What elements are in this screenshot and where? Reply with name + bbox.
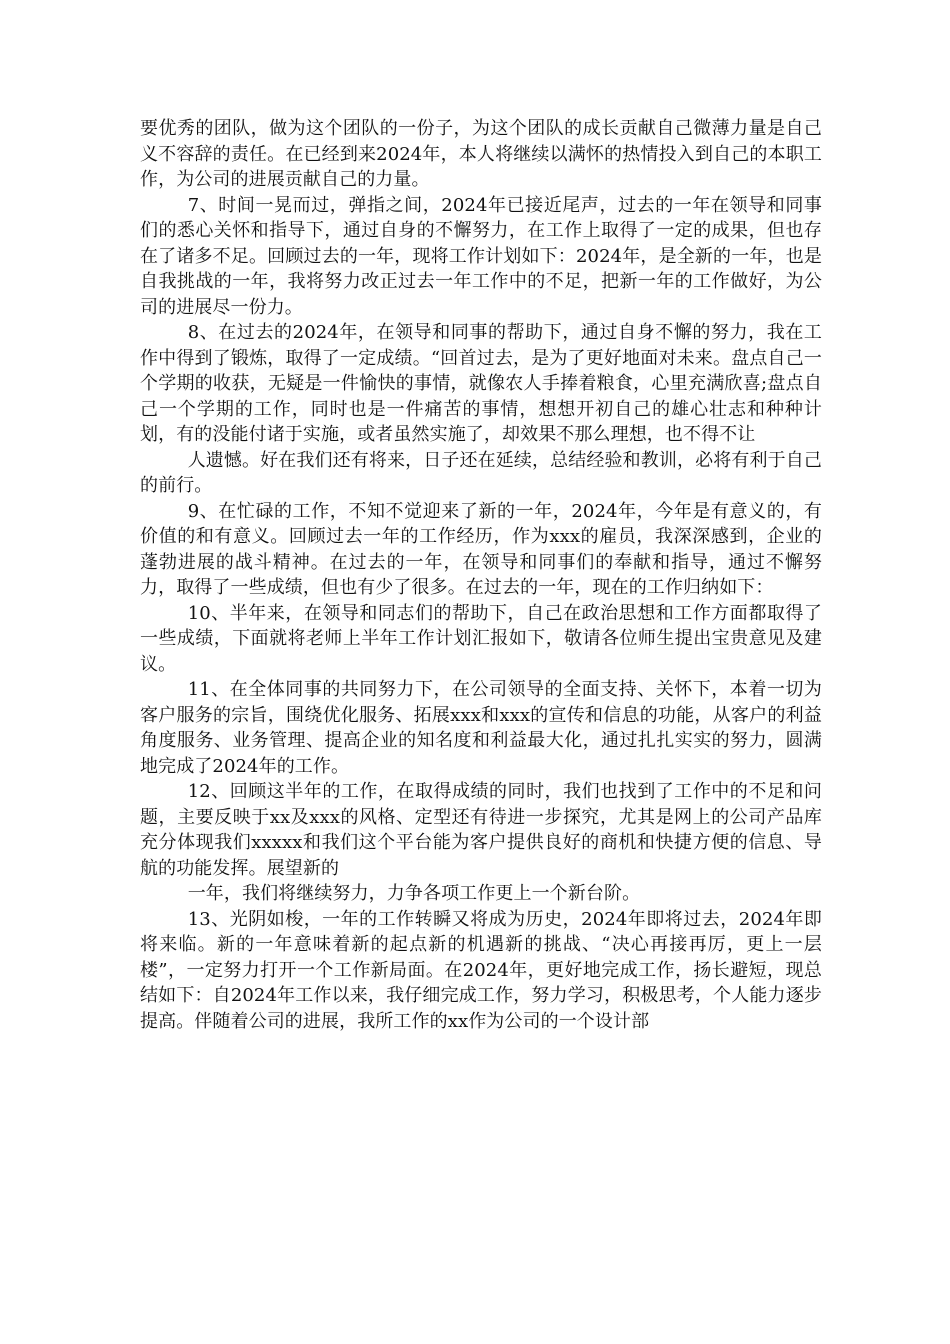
paragraph: 9、在忙碌的工作，不知不觉迎来了新的一年，2024年，今年是有意义的，有价值的和有意义。回顾过去一年的工作经历，作为xxx的雇员，我深深感到，企业的蓬勃进展的战斗精神。在过去的一年，在领导和同事们的奉献和指导，通过不懈努力，取得了一些成绩，但也有少了很多。在过去的一年，现在的工作归纳如下： (140, 500, 822, 598)
paragraph: 13、光阴如梭，一年的工作转瞬又将成为历史，2024年即将过去，2024年即将来临。新的一年意味着新的起点新的机遇新的挑战、“决心再接再厉，更上一层楼”，一定努力打开一个工作新局面。在2024年，更好地完成工作，扬长避短，现总结如下：自2024年工作以来，我仔细完成工作，努力学习，积极思考，个人能力逐步提高。伴随着公司的进展，我所工作的xx作为公司的一个设计部 (140, 908, 822, 1032)
paragraph: 要优秀的团队，做为这个团队的一份子，为这个团队的成长贡献自己微薄力量是自己义不容辞的责任。在已经到来2024年，本人将继续以满怀的热情投入到自己的本职工作，为公司的进展贡献自己的力量。 (140, 118, 822, 190)
paragraph: 10、半年来，在领导和同志们的帮助下，自己在政治思想和工作方面都取得了一些成绩，下面就将老师上半年工作计划汇报如下，敬请各位师生提出宝贵意见及建议。 (140, 602, 822, 675)
paragraph: 7、时间一晃而过，弹指之间，2024年已接近尾声，过去的一年在领导和同事们的悉心关怀和指导下，通过自身的不懈努力，在工作上取得了一定的成果，但也存在了诸多不足。回顾过去的一年，现将工作计划如下：2024年，是全新的一年，也是自我挑战的一年，我将努力改正过去一年工作中的不足，把新一年的工作做好，为公司的进展尽一份力。 (140, 194, 822, 318)
paragraph: 12、回顾这半年的工作，在取得成绩的同时，我们也找到了工作中的不足和问题，主要反映于xx及xxx的风格、定型还有待进一步探究，尤其是网上的公司产品库充分体现我们xxxxx和我们这个平台能为客户提供良好的商机和快捷方便的信息、导航的功能发挥。展望新的 (140, 781, 822, 879)
paragraph: 人遗憾。好在我们还有将来，日子还在延续，总结经验和教训，必将有利于自己的前行。 (140, 449, 822, 496)
paragraph: 一年，我们将继续努力，力争各项工作更上一个新台阶。 (187, 883, 641, 904)
paragraph: 8、在过去的2024年，在领导和同事的帮助下，通过自身不懈的努力，我在工作中得到了锻炼，取得了一定成绩。“回首过去，是为了更好地面对未来。盘点自己一个学期的收获，无疑是一件愉快的事情，就像农人手捧着粮食，心里充满欣喜;盘点自己一个学期的工作，同时也是一件痛苦的事情，想想开初自己的雄心壮志和种种计划，有的没能付诸于实施，或者虽然实施了，却效果不那么理想，也不得不让 (140, 322, 822, 445)
document-body (140, 116, 822, 1034)
paragraph: 11、在全体同事的共同努力下，在公司领导的全面支持、关怀下，本着一切为客户服务的宗旨，围绕优化服务、拓展xxx和xxx的宣传和信息的功能，从客户的利益角度服务、业务管理、提高企业的知名度和利益最大化，通过扎扎实实的努力，圆满地完成了2024年的工作。 (140, 679, 822, 777)
